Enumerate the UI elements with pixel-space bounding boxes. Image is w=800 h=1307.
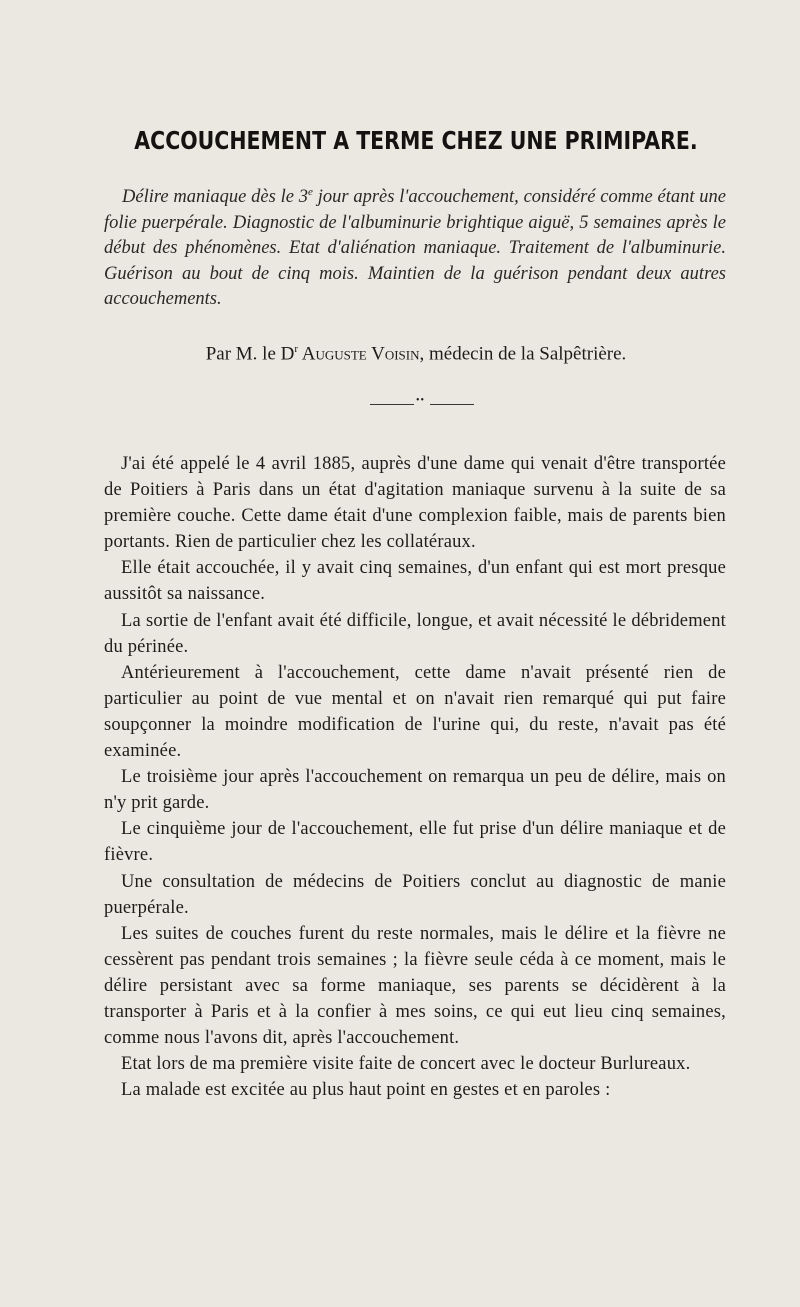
paragraph: Le cinquième jour de l'accouchement, elle fut prise d'un délire maniaque et de fièvre.	[104, 819, 726, 866]
page-title: ACCOUCHEMENT A TERME CHEZ UNE PRIMIPARE.	[134, 126, 698, 155]
summary-part2: jour après l'accouchement, considéré comme étant une folie puerpérale. Diagnostic de l'albuminurie brightique aiguë, 5 semaines après le début des phénomènes. Etat d'aliénation maniaque. Traitement de l'albuminurie. Guérison au bout de cinq mois. Maintien de la guérison pendant deux autres accouchements.	[104, 187, 726, 310]
paragraph: Une consultation de médecins de Poitiers conclut au diagnostic de manie puerpérale.	[104, 871, 726, 918]
body-text	[104, 451, 726, 1103]
separator-line-right	[430, 404, 474, 405]
paragraph: Antérieurement à l'accouchement, cette dame n'avait présenté rien de particulier au point de vue mental et on n'avait rien remarqué qui put faire soupçonner la moindre modification de l'urine qui, du reste, n'avait pas été examinée.	[104, 662, 726, 762]
summary-part1: Délire maniaque dès le 3	[122, 187, 308, 208]
summary-superscript: e	[308, 186, 313, 198]
separator-line-left	[370, 404, 414, 405]
separator-ornament: ••	[416, 395, 426, 406]
paragraph: Elle était accouchée, il y avait cinq semaines, d'un enfant qui est mort presque aussitôt sa naissance.	[104, 558, 726, 605]
paragraph: La malade est excitée au plus haut point en gestes et en paroles :	[121, 1080, 611, 1101]
byline-superscript: r	[294, 343, 299, 355]
paragraph: Le troisième jour après l'accouchement on remarqua un peu de délire, mais on n'y prit garde.	[104, 767, 726, 814]
paragraph: J'ai été appelé le 4 avril 1885, auprès d'une dame qui venait d'être transportée de Poitiers à Paris dans un état d'agitation maniaque survenu à la suite de sa première couche. Cette dame était d'une complexion faible, mais de parents bien portants. Rien de particulier chez les collatéraux.	[104, 454, 726, 553]
author-name: Auguste Voisin	[298, 343, 420, 365]
byline-suffix: , médecin de la Salpêtrière.	[419, 343, 627, 365]
paragraph: La sortie de l'enfant avait été difficile, longue, et avait nécessité le débridement du périnée.	[104, 610, 726, 657]
paragraph: Etat lors de ma première visite faite de concert avec le docteur Burlureaux.	[121, 1054, 691, 1075]
summary	[104, 180, 726, 313]
byline-prefix: Par M. le D	[205, 343, 295, 365]
byline	[0, 343, 800, 365]
paragraph: Les suites de couches furent du reste normales, mais le délire et la fièvre ne cessèrent pas pendant trois semaines ; la fièvre seule céda à ce moment, mais le délire persistant avec sa forme maniaque, ses parents se décidèrent à la transporter à Paris et à la confier à mes soins, ce qui eut lieu cinq semaines, comme nous l'avons dit, après l'accouchement.	[104, 923, 726, 1049]
separator	[370, 395, 474, 409]
